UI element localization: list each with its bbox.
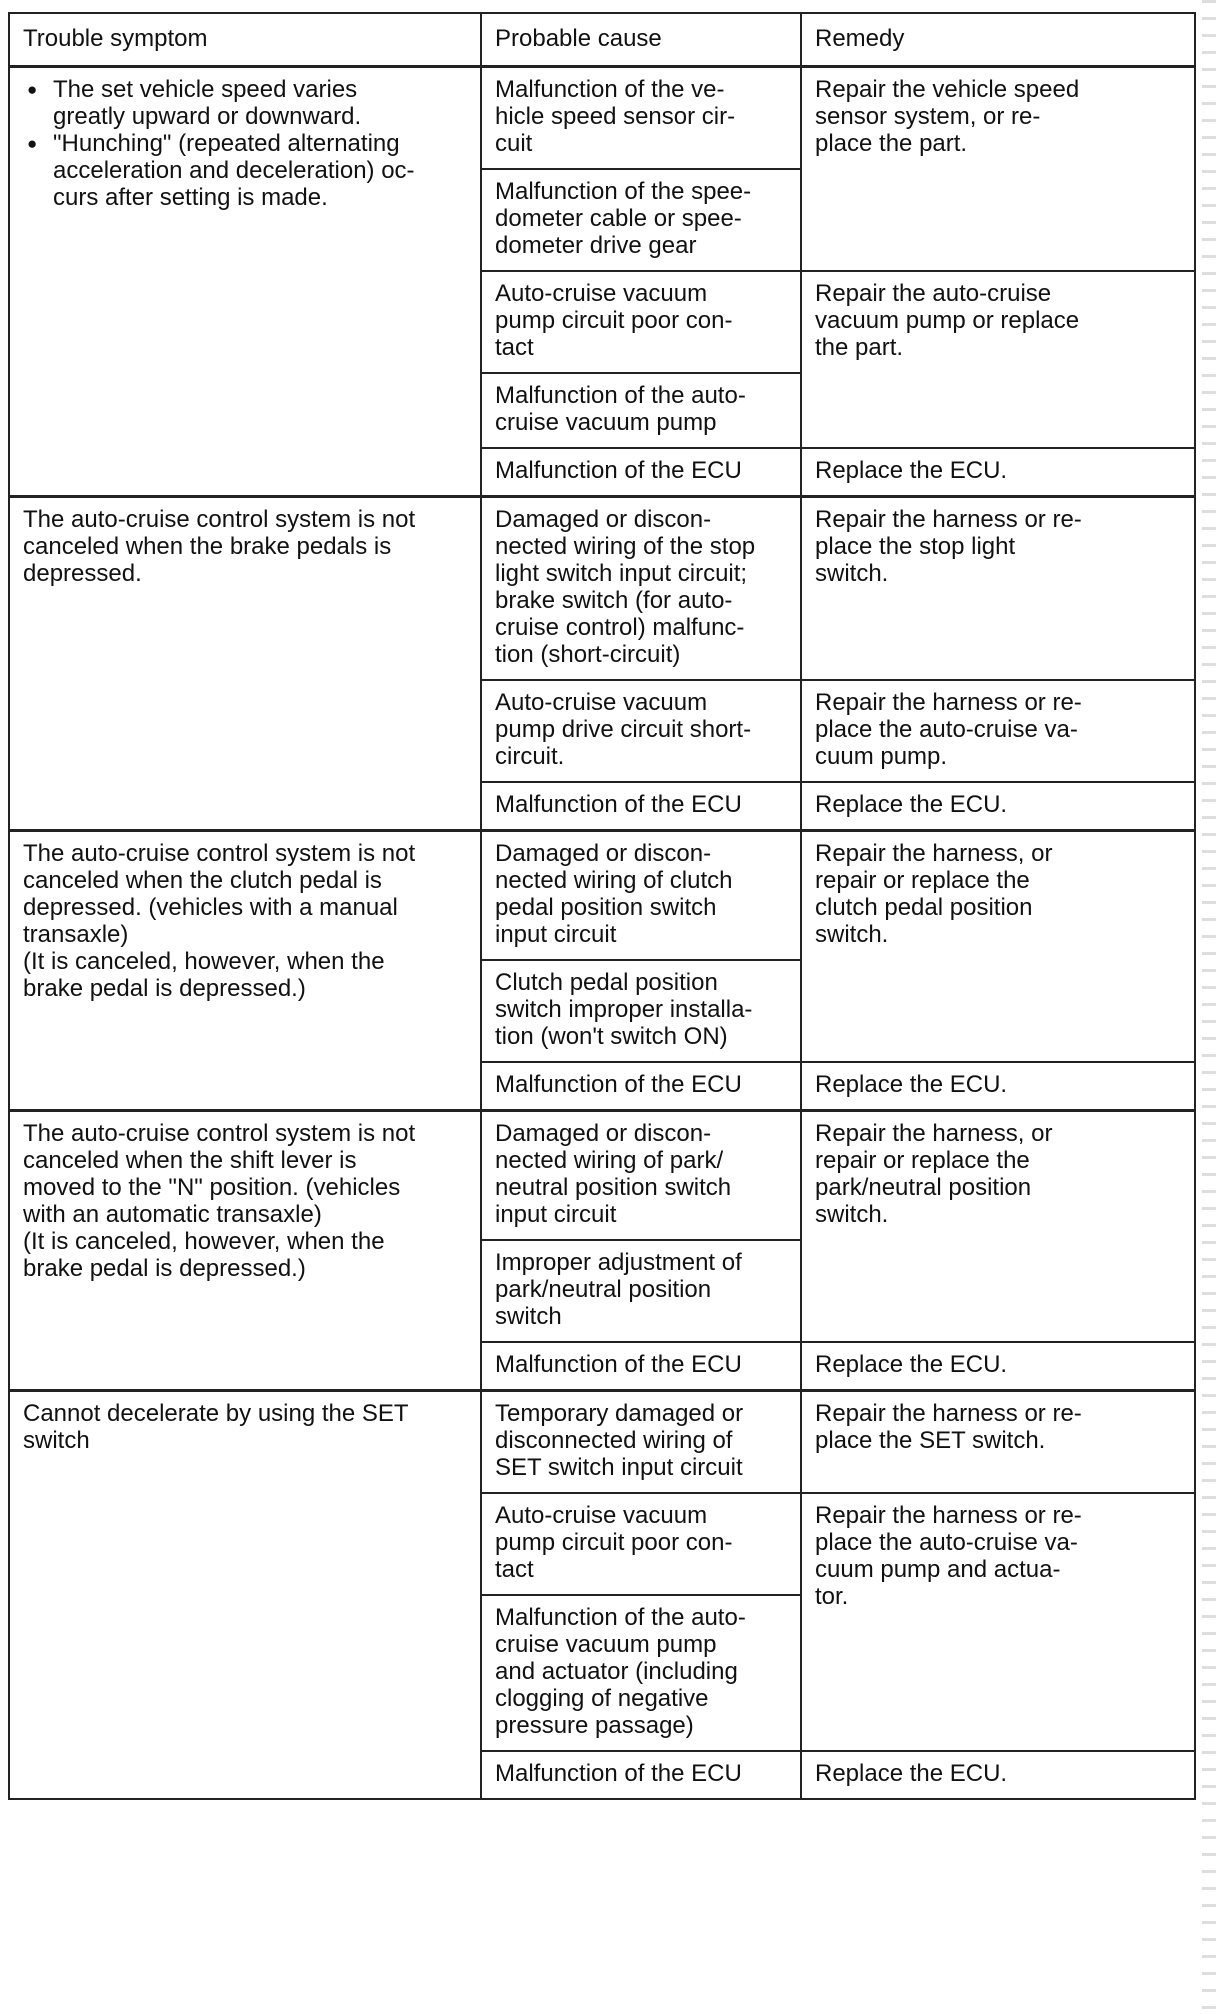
remedy-cell — [801, 1391, 1195, 1494]
cause-text: Malfunction of the ve- hicle speed sensor cir- cuit — [495, 76, 736, 157]
cause-cell — [481, 448, 801, 497]
symptom-cell — [9, 497, 481, 831]
cause-text: Malfunction of the spee- dometer cable or spee- dometer drive gear — [495, 178, 752, 259]
remedy-text: Repair the harness or re- place the stop light switch. — [815, 506, 1082, 587]
remedy-cell — [801, 680, 1195, 782]
cause-text: Malfunction of the auto- cruise vacuum pump — [495, 382, 746, 436]
header-trouble-symptom: Trouble symptom — [9, 13, 481, 67]
symptom-text: The auto-cruise control system is not canceled when the shift lever is moved to the "N" position. (vehicles with an automatic transaxle) (It is canceled, however, when the brake pedal is depressed.) — [23, 1120, 416, 1282]
remedy-cell — [801, 271, 1195, 448]
cause-text: Malfunction of the auto- cruise vacuum pump and actuator (including clogging of negative pressure passage) — [495, 1604, 746, 1739]
cause-cell — [481, 1595, 801, 1751]
cause-text: Malfunction of the ECU — [495, 1071, 742, 1098]
cause-text: Malfunction of the ECU — [495, 1760, 742, 1787]
cause-text: Temporary damaged or disconnected wiring of SET switch input circuit — [495, 1400, 744, 1481]
cause-cell — [481, 67, 801, 170]
cause-text: Auto-cruise vacuum pump circuit poor con- tact — [495, 280, 733, 361]
remedy-cell — [801, 1751, 1195, 1799]
cause-text: Damaged or discon- nected wiring of clutch pedal position switch input circuit — [495, 840, 733, 948]
table-row — [9, 831, 1195, 961]
table-row — [9, 67, 1195, 170]
cause-text: Malfunction of the ECU — [495, 791, 742, 818]
cause-text: Malfunction of the ECU — [495, 457, 742, 484]
remedy-cell — [801, 67, 1195, 272]
cause-cell — [481, 1751, 801, 1799]
symptom-bullet-list — [23, 76, 470, 211]
cause-cell — [481, 1342, 801, 1391]
cause-cell — [481, 1240, 801, 1342]
symptom-text: The auto-cruise control system is not canceled when the brake pedals is depressed. — [23, 506, 416, 587]
remedy-cell — [801, 448, 1195, 497]
header-probable-cause: Probable cause — [481, 13, 801, 67]
remedy-cell — [801, 1493, 1195, 1751]
table-row — [9, 1391, 1195, 1494]
cause-text: Damaged or discon- nected wiring of the stop light switch input circuit; brake switch (for auto- cruise control) malfunc- tion (short-circuit) — [495, 506, 756, 668]
troubleshooting-table — [8, 12, 1196, 1800]
symptom-text: Cannot decelerate by using the SET switch — [23, 1400, 409, 1454]
remedy-text: Repair the harness or re- place the auto-cruise va- cuum pump. — [815, 689, 1082, 770]
remedy-cell — [801, 1342, 1195, 1391]
remedy-text: Replace the ECU. — [815, 1351, 1008, 1378]
cause-text: Improper adjustment of park/neutral position switch — [495, 1249, 742, 1330]
cause-cell — [481, 831, 801, 961]
cause-cell — [481, 271, 801, 373]
cause-cell — [481, 1062, 801, 1111]
remedy-text: Repair the vehicle speed sensor system, or re- place the part. — [815, 76, 1080, 157]
cause-cell — [481, 680, 801, 782]
symptom-cell — [9, 67, 481, 497]
cause-cell — [481, 1391, 801, 1494]
cause-text: Auto-cruise vacuum pump circuit poor con- tact — [495, 1502, 733, 1583]
remedy-text: Repair the harness, or repair or replace the park/neutral position switch. — [815, 1120, 1053, 1228]
symptom-cell — [9, 1391, 481, 1800]
symptom-text: The auto-cruise control system is not canceled when the clutch pedal is depressed. (vehicles with a manual transaxle) (It is canceled, however, when the brake pedal is depressed.) — [23, 840, 416, 1002]
remedy-text: Repair the harness or re- place the SET switch. — [815, 1400, 1082, 1454]
symptom-bullet: ● "Hunching" (repeated alternating acceleration and deceleration) oc- curs after setting is made. — [23, 130, 470, 211]
remedy-text: Replace the ECU. — [815, 1760, 1008, 1787]
symptom-cell — [9, 1111, 481, 1391]
table-row — [9, 1111, 1195, 1241]
remedy-cell — [801, 1062, 1195, 1111]
table-row — [9, 497, 1195, 681]
cause-cell — [481, 960, 801, 1062]
remedy-text: Repair the harness or re- place the auto-cruise va- cuum pump and actua- tor. — [815, 1502, 1082, 1610]
cause-cell — [481, 1493, 801, 1595]
remedy-text: Replace the ECU. — [815, 1071, 1008, 1098]
cause-cell — [481, 373, 801, 448]
header-remedy: Remedy — [801, 13, 1195, 67]
symptom-cell — [9, 831, 481, 1111]
cause-text: Damaged or discon- nected wiring of park/ neutral position switch input circuit — [495, 1120, 732, 1228]
table-header-row — [9, 13, 1195, 67]
cause-text: Auto-cruise vacuum pump drive circuit short- circuit. — [495, 689, 752, 770]
remedy-cell — [801, 782, 1195, 831]
cause-cell — [481, 169, 801, 271]
cause-cell — [481, 1111, 801, 1241]
remedy-text: Repair the harness, or repair or replace the clutch pedal position switch. — [815, 840, 1053, 948]
cause-text: Malfunction of the ECU — [495, 1351, 742, 1378]
remedy-text: Repair the auto-cruise vacuum pump or replace the part. — [815, 280, 1080, 361]
remedy-text: Replace the ECU. — [815, 791, 1008, 818]
remedy-text: Replace the ECU. — [815, 457, 1008, 484]
top-rule — [0, 0, 1216, 8]
remedy-cell — [801, 831, 1195, 1063]
remedy-cell — [801, 497, 1195, 681]
remedy-cell — [801, 1111, 1195, 1343]
symptom-bullet: ● The set vehicle speed varies greatly upward or downward. — [23, 76, 470, 130]
scan-edge-marks — [1202, 0, 1216, 2014]
cause-cell — [481, 497, 801, 681]
cause-cell — [481, 782, 801, 831]
cause-text: Clutch pedal position switch improper installa- tion (won't switch ON) — [495, 969, 753, 1050]
